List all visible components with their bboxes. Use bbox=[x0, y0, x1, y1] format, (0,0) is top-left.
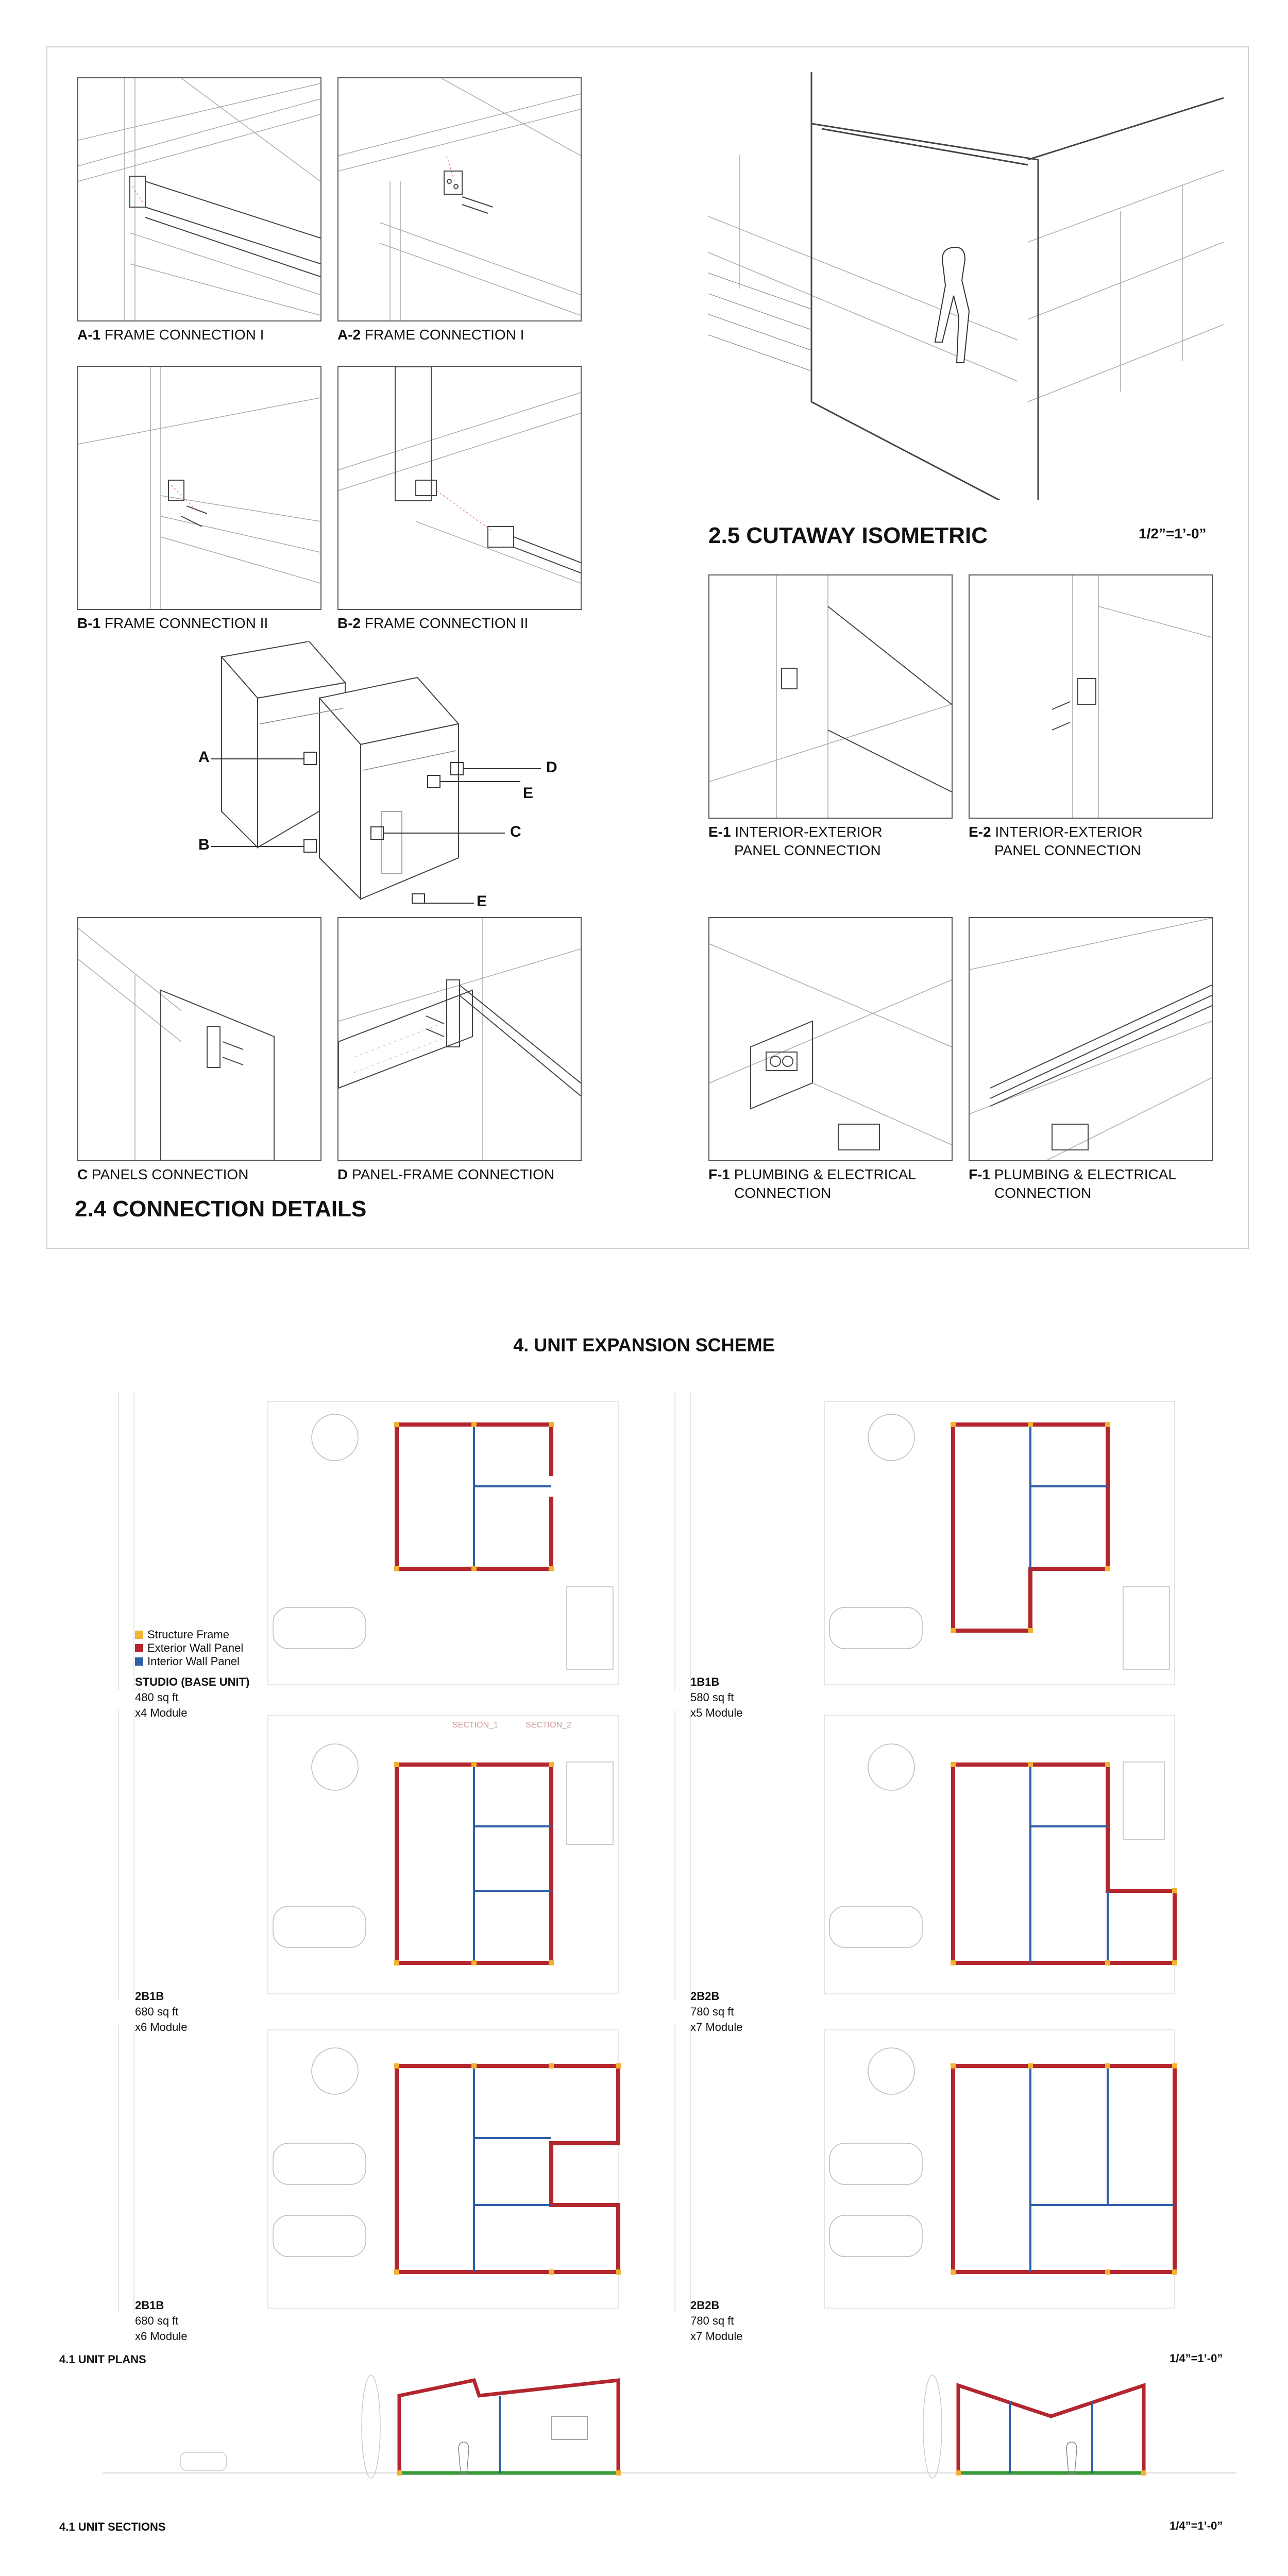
plan-2b1b-b bbox=[103, 2025, 644, 2313]
detail-drawing-f1-b bbox=[970, 918, 1212, 1160]
detail-drawing-f1-a bbox=[709, 918, 952, 1160]
callout-d: D bbox=[546, 759, 557, 776]
caption-b2: B-2 FRAME CONNECTION II bbox=[337, 615, 529, 631]
detail-drawing-b2 bbox=[338, 367, 581, 609]
caption-b1: B-1 FRAME CONNECTION II bbox=[77, 615, 268, 631]
detail-panel-d bbox=[337, 917, 582, 1161]
detail-drawing-d bbox=[338, 918, 581, 1160]
cutaway-isometric bbox=[708, 72, 1224, 500]
plan-label-2b1b-b: 2B1B 680 sq ft x6 Module bbox=[135, 2299, 188, 2343]
section-tag-2: SECTION_2 bbox=[526, 1721, 571, 1730]
detail-panel-e2 bbox=[969, 574, 1213, 819]
plan-label-2b2b-a: 2B2B 780 sq ft x7 Module bbox=[690, 1990, 743, 2033]
cutaway-scale: 1/2”=1’-0” bbox=[1139, 526, 1207, 541]
callout-c: C bbox=[510, 823, 521, 840]
caption-e1: E-1 INTERIOR-EXTERIOR PANEL CONNECTION bbox=[708, 824, 883, 858]
detail-drawing-e2 bbox=[970, 575, 1212, 818]
detail-panel-a2 bbox=[337, 77, 582, 321]
callout-e-bottom: E bbox=[477, 893, 487, 910]
legend-structure-frame: Structure Frame bbox=[135, 1628, 243, 1641]
detail-drawing-a1 bbox=[78, 78, 320, 320]
plan-2b2b-b bbox=[659, 2025, 1200, 2313]
detail-panel-f1-b bbox=[969, 917, 1213, 1161]
caption-a1: A-1 FRAME CONNECTION I bbox=[77, 327, 264, 343]
plan-2b2b-a bbox=[659, 1710, 1200, 1999]
caption-a2: A-2 FRAME CONNECTION I bbox=[337, 327, 524, 343]
caption-c: C PANELS CONNECTION bbox=[77, 1166, 249, 1182]
connection-details-title: 2.4 CONNECTION DETAILS bbox=[75, 1196, 367, 1222]
plan-1b1b bbox=[659, 1391, 1200, 1690]
caption-f1-b: F-1 PLUMBING & ELECTRICAL CONNECTION bbox=[969, 1166, 1176, 1201]
detail-drawing-a2 bbox=[338, 78, 581, 320]
unit-plans-label: 4.1 UNIT PLANS bbox=[59, 2353, 146, 2366]
unit-sections bbox=[103, 2360, 1236, 2514]
callout-e-top: E bbox=[523, 785, 534, 802]
legend-exterior-wall: Exterior Wall Panel bbox=[135, 1641, 243, 1655]
section-tag-1: SECTION_1 bbox=[452, 1721, 498, 1730]
detail-panel-b1 bbox=[77, 366, 321, 610]
plan-label-2b2b-b: 2B2B 780 sq ft x7 Module bbox=[690, 2299, 743, 2343]
caption-f1-a: F-1 PLUMBING & ELECTRICAL CONNECTION bbox=[708, 1166, 916, 1201]
plan-2b1b-a bbox=[103, 1710, 644, 1999]
detail-panel-e1 bbox=[708, 574, 953, 819]
callout-a: A bbox=[198, 749, 210, 766]
detail-panel-a1 bbox=[77, 77, 321, 321]
legend-swatch-exterior bbox=[135, 1644, 143, 1652]
caption-e2: E-2 INTERIOR-EXTERIOR PANEL CONNECTION bbox=[969, 824, 1143, 858]
plan-legend bbox=[135, 1628, 243, 1668]
detail-panel-b2 bbox=[337, 366, 582, 610]
detail-drawing-e1 bbox=[709, 575, 952, 818]
plan-label-studio: STUDIO (BASE UNIT) 480 sq ft x4 Module bbox=[135, 1675, 250, 1719]
caption-d: D PANEL-FRAME CONNECTION bbox=[337, 1166, 555, 1182]
legend-swatch-interior bbox=[135, 1657, 143, 1666]
detail-panel-c bbox=[77, 917, 321, 1161]
unit-sections-label: 4.1 UNIT SECTIONS bbox=[59, 2520, 166, 2533]
cutaway-title: 2.5 CUTAWAY ISOMETRIC bbox=[708, 523, 988, 548]
legend-interior-wall: Interior Wall Panel bbox=[135, 1655, 243, 1668]
unit-sections-scale: 1/4”=1’-0” bbox=[1170, 2519, 1223, 2532]
callout-b: B bbox=[198, 836, 210, 853]
unit-plans-scale: 1/4”=1’-0” bbox=[1170, 2352, 1223, 2365]
plan-label-1b1b: 1B1B 580 sq ft x5 Module bbox=[690, 1675, 743, 1719]
plan-label-2b1b-a: 2B1B 680 sq ft x6 Module bbox=[135, 1990, 188, 2033]
legend-swatch-frame bbox=[135, 1631, 143, 1639]
expansion-title: 4. UNIT EXPANSION SCHEME bbox=[513, 1334, 775, 1355]
detail-drawing-c bbox=[78, 918, 320, 1160]
detail-panel-f1-a bbox=[708, 917, 953, 1161]
module-isometric bbox=[170, 641, 582, 909]
detail-drawing-b1 bbox=[78, 367, 320, 609]
